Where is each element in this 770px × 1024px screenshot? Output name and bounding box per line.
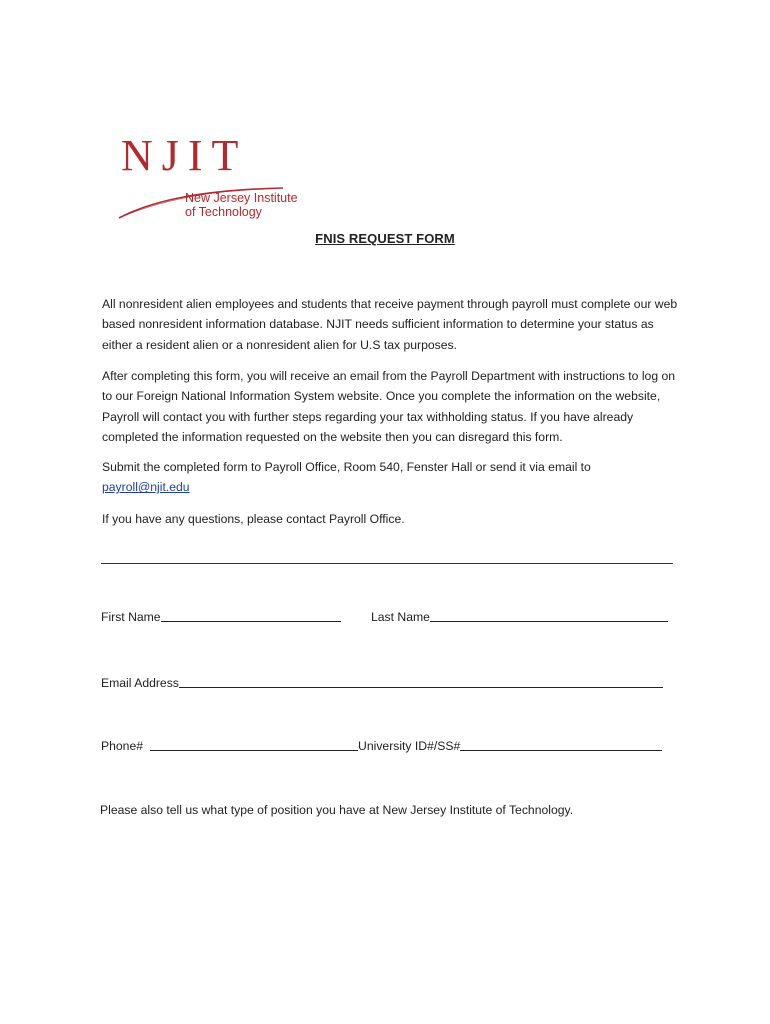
logo-line-2: of Technology (185, 205, 262, 219)
intro-paragraph: All nonresident alien employees and students that receive payment through payroll must complete our web based nonresident information database. NJIT needs sufficient information to determine your status as either a resident alien or a nonresident alien for U.S tax purposes. (102, 297, 678, 352)
first-name-field[interactable] (101, 609, 341, 624)
email-address-label: Email Address (101, 676, 179, 690)
logo-institute-name (185, 191, 298, 219)
submit-paragraph (102, 457, 682, 498)
last-name-label: Last Name (371, 610, 430, 624)
form-title: FNIS REQUEST FORM (315, 231, 455, 246)
submit-text: Submit the completed form to Payroll Office, Room 540, Fenster Hall or send it via email to (102, 460, 591, 474)
email-address-blank[interactable] (179, 675, 663, 688)
position-question: Please also tell us what type of position you have at New Jersey Institute of Technology. (100, 803, 574, 817)
logo-letters: NJIT (121, 131, 248, 180)
instructions-paragraph: After completing this form, you will receive an email from the Payroll Department with instructions to log on to our Foreign National Information System website. Once you complete the information on the website, Payroll will contact you with further steps regarding your tax withholding status. If you have already completed the information requested on the website then you can disregard this form. (102, 369, 676, 444)
phone-field[interactable] (101, 738, 662, 753)
phone-label: Phone# (101, 739, 144, 753)
njit-logo (113, 131, 323, 233)
university-id-label: University ID#/SS# (358, 739, 461, 753)
last-name-blank[interactable] (430, 609, 668, 622)
questions-paragraph: If you have any questions, please contact Payroll Office. (102, 512, 405, 526)
first-name-label: First Name (101, 610, 161, 624)
payroll-email-link[interactable]: payroll@njit.edu (102, 480, 190, 495)
phone-blank[interactable] (150, 738, 358, 751)
section-divider (101, 563, 673, 564)
first-name-blank[interactable] (161, 609, 341, 622)
logo-line-1: New Jersey Institute (185, 191, 298, 205)
university-id-blank[interactable] (460, 738, 662, 751)
email-address-field[interactable] (101, 675, 663, 690)
last-name-field[interactable] (371, 609, 668, 624)
